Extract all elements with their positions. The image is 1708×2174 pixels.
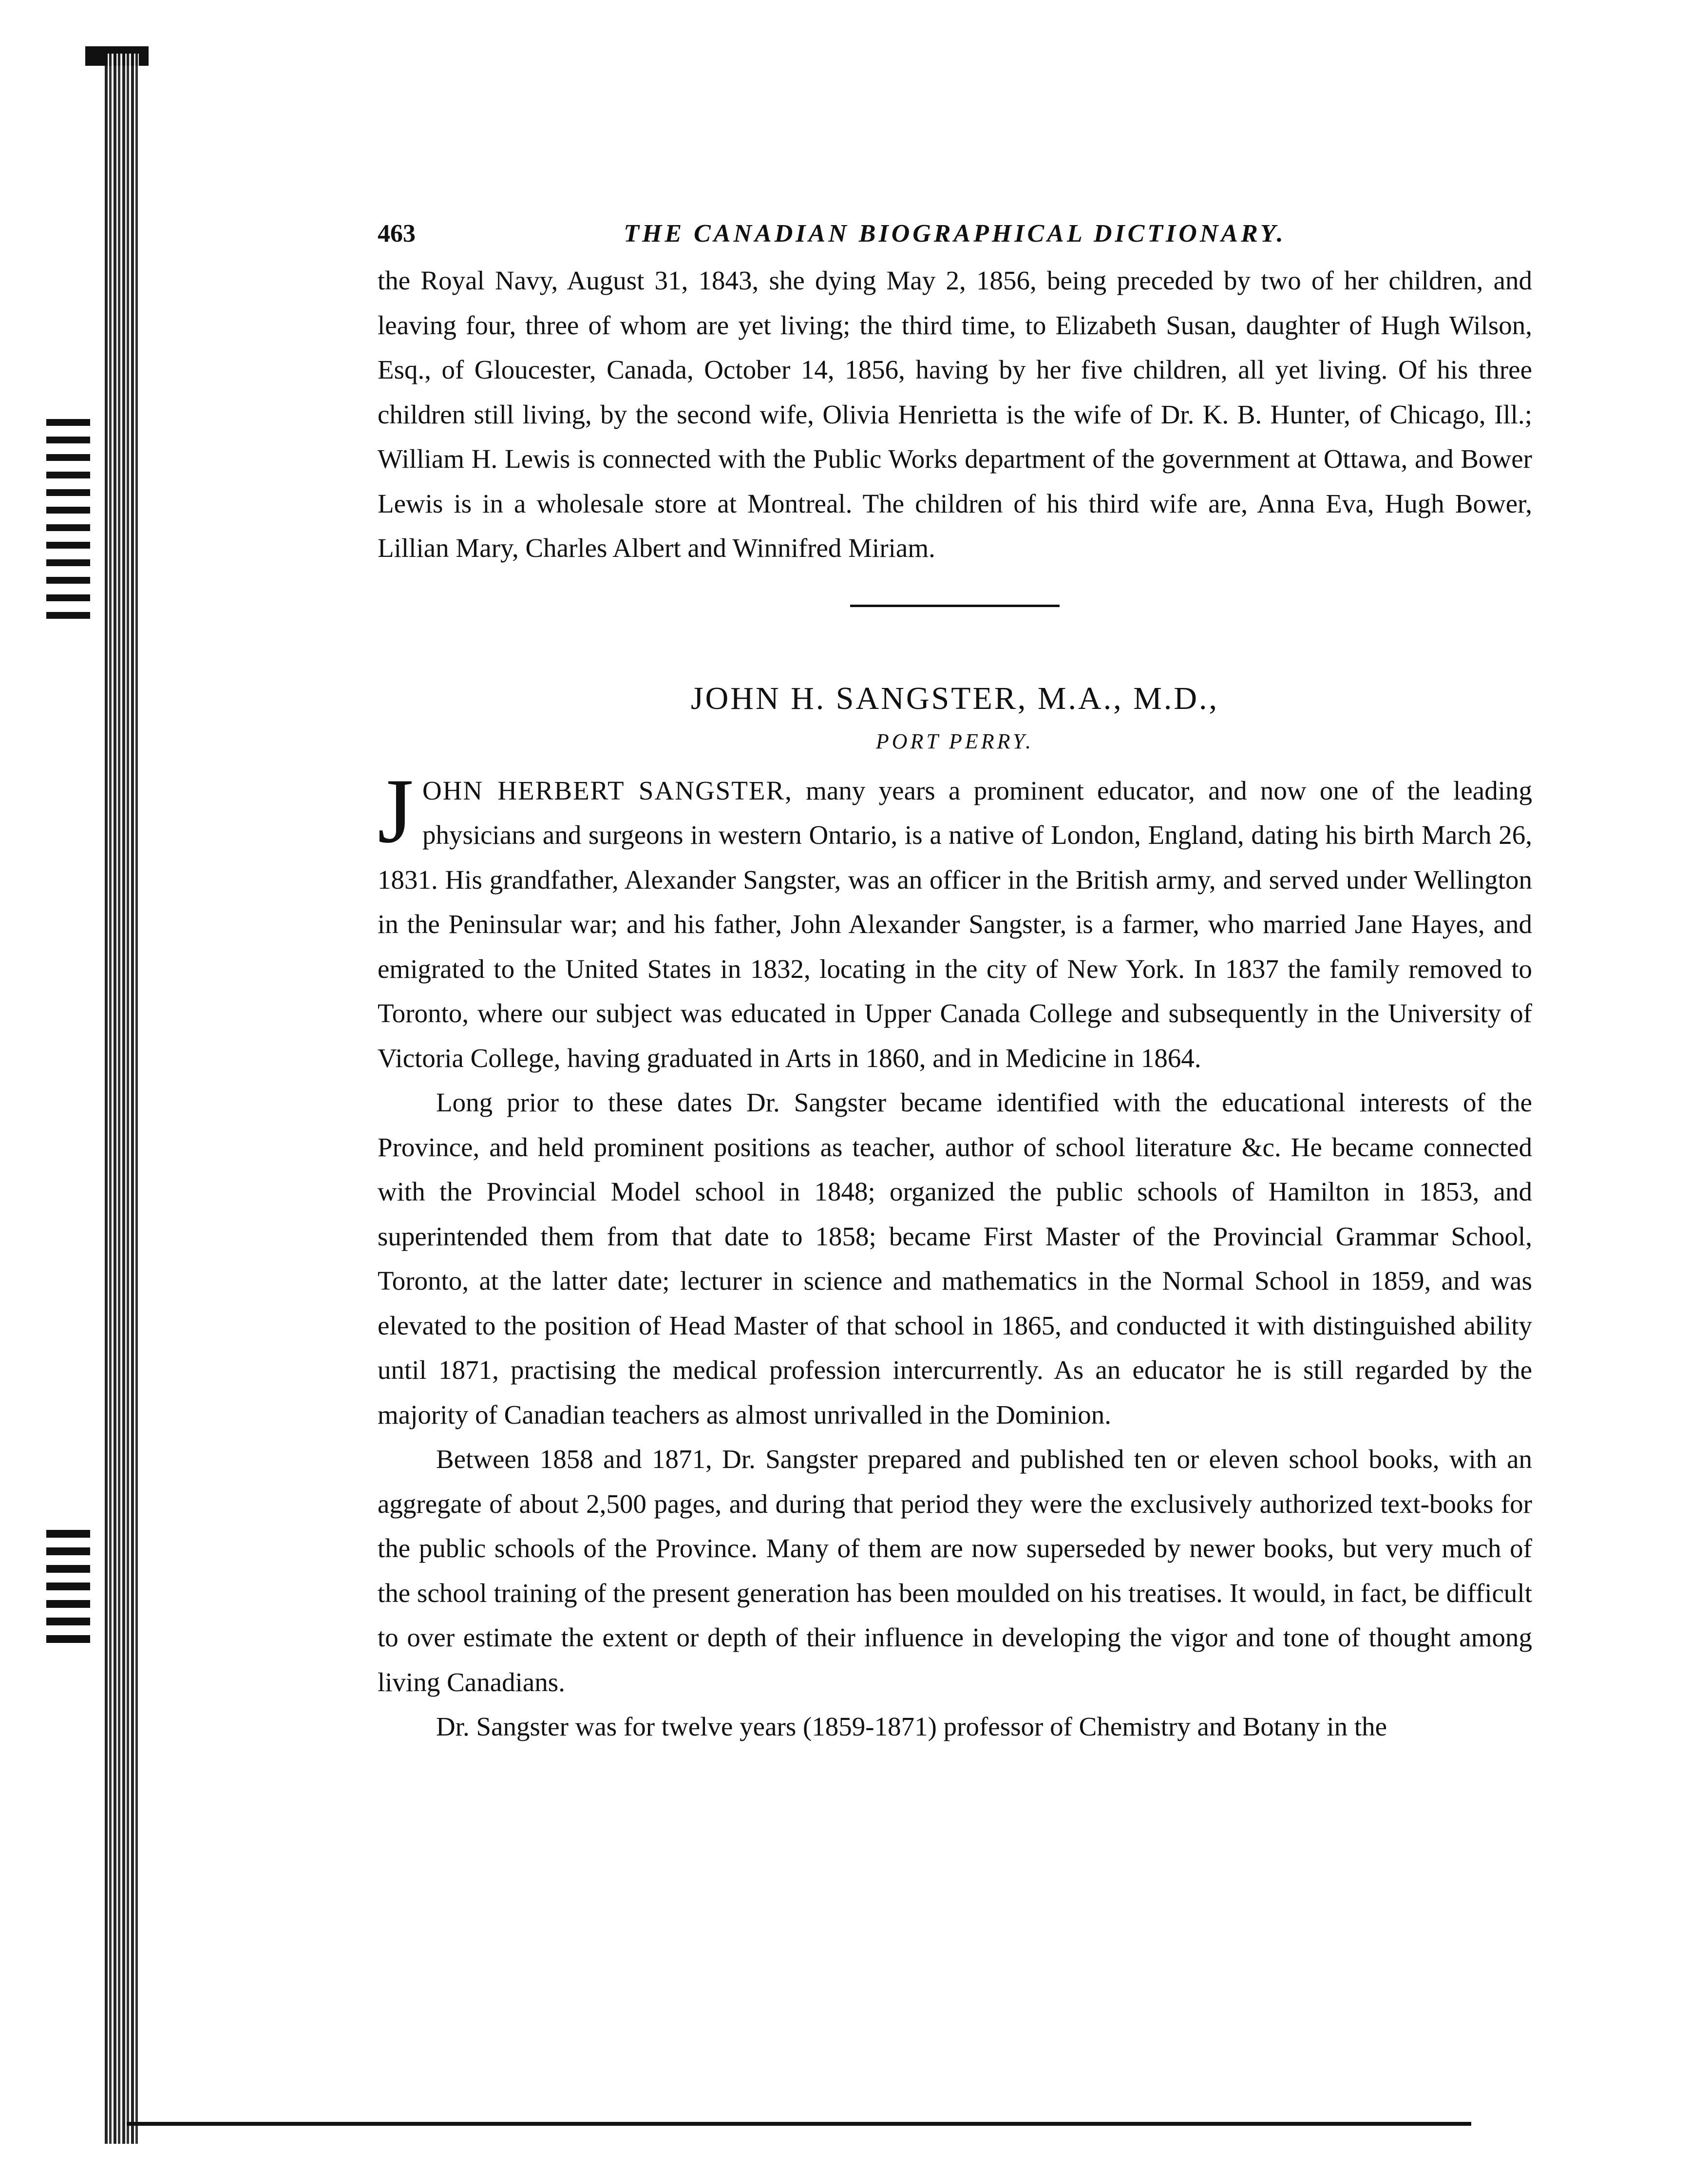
biography-paragraph: Long prior to these dates Dr. Sangster became identified with the educational interests of the Province, and held prominent positions as teacher, author of school literature &c. He became connected with the Provincial Model school in 1848; organized the public schools of Hamilton in 1853, and superintended them from that date to 1858; became First Master of the Provincial Grammar School, Toronto, at the latter date; lecturer in science and mathematics in the Normal School in 1859, and was elevated to the position of Head Master of that school in 1865, and conducted it with distinguished ability until 1871, practising the medical profession intercurrently. As an educator he is still regarded by the majority of Canadian teachers as almost unrivalled in the Dominion.: [378, 1087, 1532, 1430]
scan-bottom-rule: [127, 2122, 1471, 2126]
margin-scan-marks: [46, 419, 90, 629]
biography-first-paragraph: [378, 760, 1533, 1081]
scan-binding-edge: [105, 54, 139, 2144]
running-title: THE CANADIAN BIOGRAPHICAL DICTIONARY.: [624, 220, 1286, 248]
biography-paragraph: Dr. Sangster was for twelve years (1859-1871) professor of Chemistry and Botany in the: [436, 1712, 1387, 1741]
page-content: [378, 219, 1532, 1749]
biography-location: PORT PERRY.: [875, 729, 1034, 753]
biography-paragraph: Between 1858 and 1871, Dr. Sangster prepared and published ten or eleven school books, with an aggregate of about 2,500 pages, and during that period they were the exclusively authorized text-books for the public schools of the Province. Many of them are now superseded by newer books, but very much of the school training of the present generation has been moulded on his treatises. It would, in fact, be difficult to over estimate the extent or depth of their influence in developing the vigor and tone of thought among living Canadians.: [378, 1444, 1532, 1697]
section-divider: [850, 605, 1060, 607]
lead-caps: OHN HERBERT SANGSTER,: [422, 775, 793, 805]
drop-cap: J: [378, 760, 414, 862]
first-paragraph-text: many years a prominent educator, and now one of the leading physicians and surgeons in western Ontario, is a native of London, England, dating his birth March 26, 1831. His grandfather, Alexander Sangster, was an officer in the British army, and served under Wellington in the Peninsular war; and his father, John Alexander Sangster, is a farmer, who married Jane Hayes, and emigrated to the United States in 1832, locating in the city of New York. In 1837 the family removed to Toronto, where our subject was educated in Upper Canada College and subsequently in the University of Victoria College, having graduated in Arts in 1860, and in Medicine in 1864.: [378, 775, 1533, 1073]
continuation-paragraph: the Royal Navy, August 31, 1843, she dying May 2, 1856, being preceded by two of her children, and leaving four, three of whom are yet living; the third time, to Elizabeth Susan, daughter of Hugh Wilson, Esq., of Gloucester, Canada, October 14, 1856, having by her five children, all yet living. Of his three children still living, by the second wife, Olivia Henrietta is the wife of Dr. K. B. Hunter, of Chicago, Ill.; William H. Lewis is connected with the Public Works department of the government at Ottawa, and Bower Lewis is in a wholesale store at Montreal. The children of his third wife are, Anna Eva, Hugh Bower, Lillian Mary, Charles Albert and Winnifred Miriam.: [378, 266, 1532, 563]
page-number: 463: [378, 220, 416, 248]
page-header: [378, 219, 1532, 258]
biography-title: JOHN H. SANGSTER, M.A., M.D.,: [690, 680, 1219, 716]
margin-scan-marks-lower: [46, 1530, 90, 1653]
